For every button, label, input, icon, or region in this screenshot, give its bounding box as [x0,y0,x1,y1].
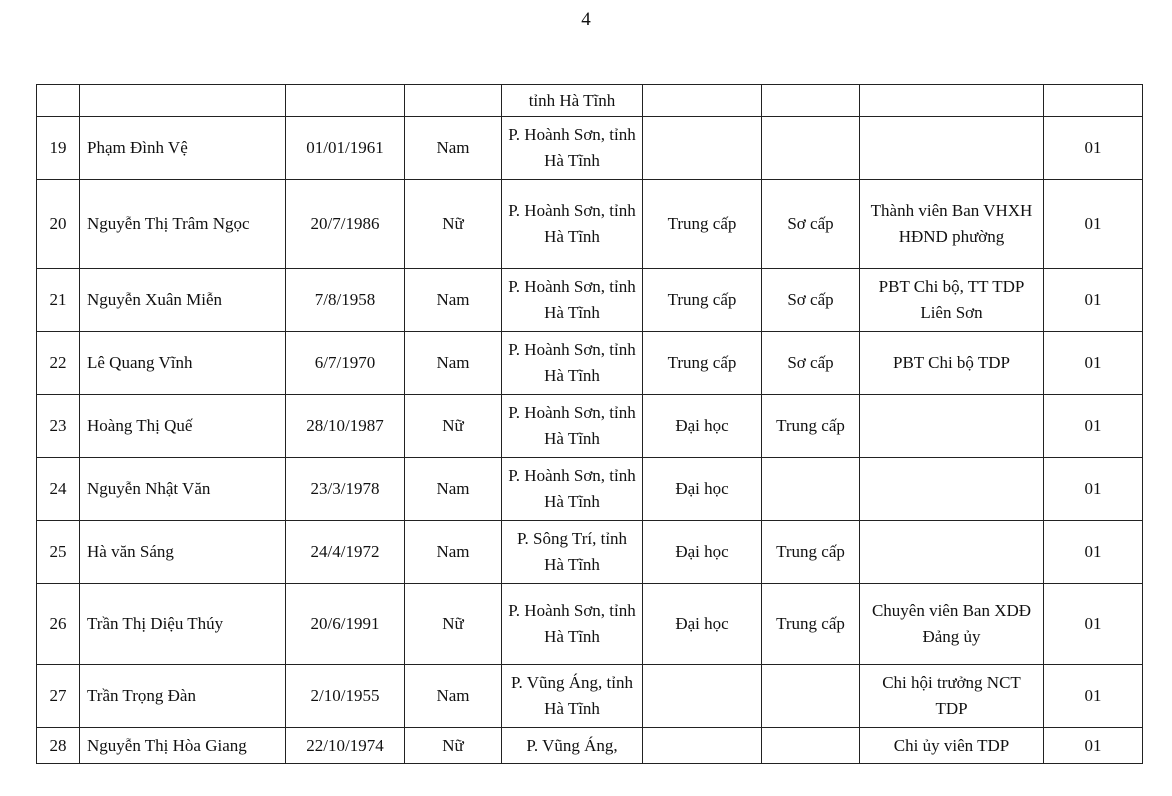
cell-address: P. Hoành Sơn, tỉnh Hà Tĩnh [502,269,643,332]
cell-gender: Nữ [405,728,502,764]
table-row [37,458,1143,521]
cell-current-position: Thành viên Ban VHXH HĐND phường [860,180,1044,269]
cell-full-name: Trần Thị Diệu Thúy [80,584,286,665]
cell-full-name: Trần Trọng Đàn [80,665,286,728]
cell-education-level: Đại học [643,584,762,665]
cell-gender: Nam [405,458,502,521]
cell-address: P. Hoành Sơn, tỉnh Hà Tĩnh [502,584,643,665]
table-row [37,584,1143,665]
cell-address: P. Sông Trí, tỉnh Hà Tĩnh [502,521,643,584]
cell-education-level: Đại học [643,521,762,584]
cell-gender: Nữ [405,584,502,665]
cell-row-number: 25 [37,521,80,584]
cell-address: P. Hoành Sơn, tỉnh Hà Tĩnh [502,180,643,269]
cell-political-level: Trung cấp [762,584,860,665]
cell-date-of-birth: 24/4/1972 [286,521,405,584]
cell-address: P. Hoành Sơn, tỉnh Hà Tĩnh [502,395,643,458]
table-row [37,332,1143,395]
cell-full-name: Nguyễn Nhật Văn [80,458,286,521]
cell-education-level [643,728,762,764]
cell-current-position: Chuyên viên Ban XDĐ Đảng ủy [860,584,1044,665]
cell-quantity: 01 [1044,665,1143,728]
table-row [37,85,1143,117]
cell-political-level [762,85,860,117]
table-row [37,728,1143,764]
cell-row-number: 19 [37,117,80,180]
cell-current-position: Chi ủy viên TDP [860,728,1044,764]
cell-gender [405,85,502,117]
cell-quantity: 01 [1044,395,1143,458]
cell-political-level [762,665,860,728]
cell-political-level: Sơ cấp [762,269,860,332]
cell-date-of-birth: 22/10/1974 [286,728,405,764]
cell-address: P. Hoành Sơn, tỉnh Hà Tĩnh [502,332,643,395]
cell-address: tỉnh Hà Tĩnh [502,85,643,117]
cell-education-level: Đại học [643,395,762,458]
cell-row-number: 20 [37,180,80,269]
cell-education-level: Trung cấp [643,180,762,269]
table-row [37,269,1143,332]
cell-address: P. Vũng Áng, [502,728,643,764]
cell-quantity: 01 [1044,521,1143,584]
cell-address: P. Hoành Sơn, tỉnh Hà Tĩnh [502,117,643,180]
cell-current-position: Chi hội trưởng NCT TDP [860,665,1044,728]
cell-full-name: Nguyễn Thị Hòa Giang [80,728,286,764]
cell-education-level: Trung cấp [643,332,762,395]
cell-row-number: 27 [37,665,80,728]
cell-full-name: Nguyễn Xuân Miễn [80,269,286,332]
cell-political-level [762,458,860,521]
cell-current-position [860,117,1044,180]
cell-date-of-birth: 23/3/1978 [286,458,405,521]
cell-date-of-birth: 2/10/1955 [286,665,405,728]
cell-political-level: Sơ cấp [762,180,860,269]
cell-education-level [643,665,762,728]
cell-quantity: 01 [1044,269,1143,332]
cell-full-name: Hà văn Sáng [80,521,286,584]
cell-date-of-birth: 7/8/1958 [286,269,405,332]
cell-date-of-birth: 20/6/1991 [286,584,405,665]
cell-row-number [37,85,80,117]
cell-quantity: 01 [1044,584,1143,665]
table-row [37,180,1143,269]
cell-current-position [860,85,1044,117]
cell-quantity: 01 [1044,180,1143,269]
cell-quantity: 01 [1044,117,1143,180]
cell-row-number: 21 [37,269,80,332]
cell-row-number: 23 [37,395,80,458]
cell-full-name: Phạm Đình Vệ [80,117,286,180]
cell-full-name: Lê Quang Vĩnh [80,332,286,395]
table-row [37,665,1143,728]
cell-education-level: Đại học [643,458,762,521]
cell-political-level [762,728,860,764]
table-body [37,85,1143,764]
cell-date-of-birth: 01/01/1961 [286,117,405,180]
cell-gender: Nữ [405,180,502,269]
cell-gender: Nam [405,332,502,395]
cell-date-of-birth [286,85,405,117]
cell-gender: Nam [405,521,502,584]
cell-row-number: 28 [37,728,80,764]
cell-row-number: 22 [37,332,80,395]
cell-education-level [643,85,762,117]
cell-quantity: 01 [1044,728,1143,764]
cell-full-name [80,85,286,117]
table-row [37,395,1143,458]
cell-gender: Nam [405,665,502,728]
table-row [37,521,1143,584]
cell-current-position: PBT Chi bộ TDP [860,332,1044,395]
cell-current-position [860,458,1044,521]
cell-full-name: Hoàng Thị Quế [80,395,286,458]
cell-quantity: 01 [1044,332,1143,395]
cell-education-level [643,117,762,180]
cell-address: P. Vũng Áng, tỉnh Hà Tĩnh [502,665,643,728]
members-table [36,84,1143,764]
cell-gender: Nữ [405,395,502,458]
cell-date-of-birth: 6/7/1970 [286,332,405,395]
cell-current-position: PBT Chi bộ, TT TDP Liên Sơn [860,269,1044,332]
cell-current-position [860,521,1044,584]
cell-row-number: 24 [37,458,80,521]
cell-full-name: Nguyễn Thị Trâm Ngọc [80,180,286,269]
cell-political-level: Trung cấp [762,395,860,458]
cell-political-level: Trung cấp [762,521,860,584]
cell-gender: Nam [405,117,502,180]
table-row [37,117,1143,180]
cell-political-level [762,117,860,180]
cell-current-position [860,395,1044,458]
page-number: 4 [581,9,591,30]
cell-quantity [1044,85,1143,117]
cell-address: P. Hoành Sơn, tỉnh Hà Tĩnh [502,458,643,521]
cell-row-number: 26 [37,584,80,665]
cell-political-level: Sơ cấp [762,332,860,395]
cell-date-of-birth: 28/10/1987 [286,395,405,458]
cell-quantity: 01 [1044,458,1143,521]
cell-education-level: Trung cấp [643,269,762,332]
cell-date-of-birth: 20/7/1986 [286,180,405,269]
cell-gender: Nam [405,269,502,332]
